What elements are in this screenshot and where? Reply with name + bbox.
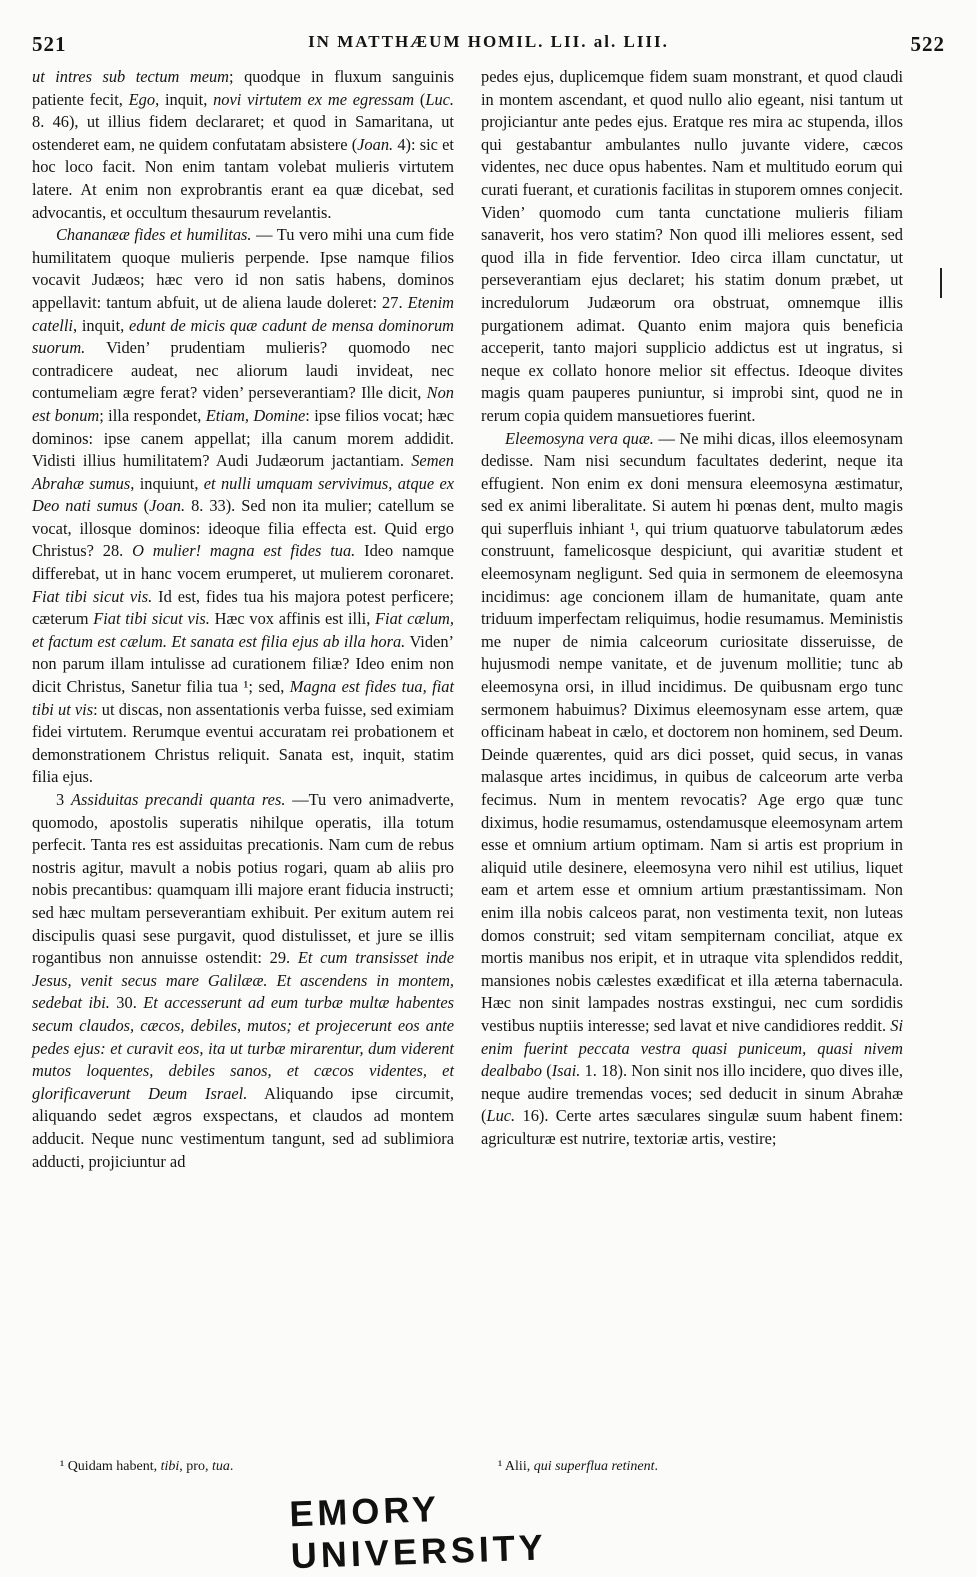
paragraph: 3 Assiduitas precandi quanta res. —Tu vero animadverte, quomodo, apostolis superatis nihilque operatis, illa totum perfecit. Tanta res est assiduitas precationis. Nam cum de rebus nostris agitur, mavult a nobis potius rogari, quam ab aliis pro nobis precantibus: quamquam illi majore erant fiducia instructi; sed hæc multam perseverantiam exhibuit. Per exitum autem rei discipulis quasi sese purgavit, quod distulisset, et jure se illis rogantibus non annuisse ostendit: 29. Et cum transisset inde Jesus, venit secus mare Galilææ. Et ascendens in montem, sedebat ibi. 30. Et accesserunt ad eum turbæ multæ habentes secum claudos, cæcos, debiles, mutos; et projecerunt eos ante pedes ejus: et curavit eos, ita ut turbæ mirarentur, dum viderent mutos loquentes, debiles sanos, et cæcos videntes, et glorificaverunt Deum Israel. Aliquando ipse circumit, aliquando sedet ægros exspectans, et claudos ad montem adducit. Neque nunc vestimentum tangunt, sed ad sublimiora adducti, projiciuntur ad <box>32 790 454 1171</box>
footnote-left: ¹ Quidam habent, tibi, pro, tua. <box>60 1459 234 1474</box>
left-column <box>32 66 454 1173</box>
library-stamp <box>288 1484 710 1577</box>
running-title: IN MATTHÆUM HOMIL. LII. al. LIII. <box>308 32 669 51</box>
page-header <box>32 32 945 58</box>
paragraph: pedes ejus, duplicemque fidem suam monstrant, et quod claudi in montem ascendant, et quod nullo alio egeant, nisi tantum ut projiciantur ante pedes ejus. Eratque res mira ac stupenda, illos qui gestabantur ambulantes nullo juvante videre, cæcos videntes, nec duce opus habentes. Nam et multitudo eorum qui curati fuerant, et curationis facilitas in stuporem omnes conjecit. Viden’ quomodo cum tanta cunctatione mulieris filiam sanaverit, hos vero statim? Non quod illi meliores essent, sed quod illa in fide ferventior. Ideo circa illam cunctatur, ut perseverantiam ejus declaret; his statim donum præbet, ut incredulorum Judæorum ora obstruat, omnemque illis purgationem adimat. Quanto enim majora quis beneficia acceperit, tanto majori supplicio addictus est ut ingratus, si neque ex collato honore melior sit effectus. Ideoque divites magis quam pauperes puniuntur, si improbi sint, quod ne in rerum copia quidem mansuetiores fuerint. <box>481 67 903 425</box>
margin-rule <box>940 268 942 298</box>
page-number-right: 522 <box>910 32 945 56</box>
stamp-line-1: EMORY UNIVERSITY <box>288 1488 548 1577</box>
footnote-right: ¹ Alii, qui superflua retinent. <box>498 1459 659 1474</box>
paragraph: ut intres sub tectum meum; quodque in fluxum sanguinis patiente fecit, Ego, inquit, novi virtutem ex me egressam (Luc. 8. 46), ut illius fidem declararet; et quod in Samaritana, ut ostenderet eam, ne quidem confutatam absistere (Joan. 4): sic et hoc loco facit. Non enim tantam volebat mulieris virtutem latere. At enim non exprobrantis erant ea quæ dicebat, sed advocantis, et occultum thesaurum revelantis. <box>32 67 455 222</box>
paragraph: Chananææ fides et humilitas. — Tu vero mihi una cum fide humilitatem quoque mulieris perpende. Ipse namque filios vocavit Judæos; hæc vero id non satis habens, dominos appellavit: tantum abfuit, ut de aliena laude doleret: 27. Etenim catelli, inquit, edunt de micis quæ cadunt de mensa dominorum suorum. Viden’ prudentiam mulieris? quomodo nec contradicere audeat, nec aliorum laudi invideat, nec contumeliam ægre ferat? viden’ perseverantiam? Ille dicit, Non est bonum; illa respondet, Etiam, Domine: ipse filios vocat; hæc dominos: ipse canem appellat; illa canum morem addidit. Vidisti illius humilitatem? Audi Judæorum jactantiam. Semen Abrahæ sumus, inquiunt, et nulli umquam servivimus, atque ex Deo nati sumus (Joan. 8. 33). Sed non ita mulier; catellum se vocat, illosque dominos: ideoque filia effecta est. Quid ergo Christus? 28. O mulier! magna est fides tua. Ideo namque differebat, ut in hanc vocem erumperet, ut mulierem coronaret. Fiat tibi sicut vis. Id est, fides tua his majora potest perficere; cæterum Fiat tibi sicut vis. Hæc vox affinis est illi, Fiat cælum, et factum est cælum. Et sanata est filia ejus ab illa hora. Viden’ non parum illam intulisse ad curationem filiæ? Ideo enim non dicit Christus, Sanetur filia tua ¹; sed, Magna est fides tua, fiat tibi ut vis: ut discas, non assentationis verba fuisse, sed eximiam fidei virtutem. Rerumque eventui accuratam rei probationem et demonstrationem Christus reliquit. Sanata est, inquit, statim filia ejus. <box>32 225 455 787</box>
page-number-left: 521 <box>32 32 67 56</box>
paragraph: Eleemosyna vera quæ. — Ne mihi dicas, illos eleemosynam dedisse. Nam nisi secundum facultates dederint, neque ita effugient. Non enim ex doni mensura eleemosyna æstimatur, sed ex animi liberalitate. Si autem hi pœnas dent, multo magis qui superfluis inhiant ¹, qui trium quatuorve tabulatorum ædes construunt, famelicosque despiciunt, qui avaritiæ student et eleemosynam negligunt. Sed quia in sermonem de eleemosyna incidimus: age concionem illam de humanitate, quam ante triduum imperfectam reliquimus, hodie resumamus. Meministis me nuper de nimia calceorum curiositate disseruisse, de hujusmodi nempe vanitate, et de juvenum mollitie; tunc ab eleemosyna orsi, in illud incidimus. De quibusnam ergo tunc sermonem habuimus? Diximus eleemosynam esse artem, quæ officinam habeat in cælo, et doctorem non hominem, sed Deum. Deinde quærentes, quid ars dici posset, quid secus, in vanas malasque artes incidimus, in quibus de calceorum arte verba fecimus. Num in mentem revocatis? Age ergo quæ tunc diximus, hodie resumamus, ostendamusque eleemosynam artem esse et omnium artium optimam. Nam si artis est proprium in aliquid utile desinere, eleemosyna vero nihil est utilius, liquet eam et artem esse et omnium artium præstantissimam. Non enim illa nobis calceos parat, non vestimenta texit, non luteas domos construit; sed vitam sempiternam conciliat, atque ex mortis manibus nos eripit, et in utraque vita splendidos reddit, mansiones nobis cælestes exædificat et illa æterna tabernacula. Hæc non sinit lampades nostras exstingui, nec cum sordidis vestibus nuptiis interesse; sed lavat et nive candidiores reddit. Si enim fuerint peccata vestra quasi puniceum, quasi nivem dealbabo (Isai. 1. 18). Non sinit nos illo incidere, quo dives ille, neque audire tremendas voces; sed deducit in sinum Abrahæ (Luc. 16). Certe artes sæculares singulæ suum habent finem: agriculturæ est nutrire, textoriæ artis, vestire; <box>481 428 904 1148</box>
right-column <box>481 66 903 1151</box>
